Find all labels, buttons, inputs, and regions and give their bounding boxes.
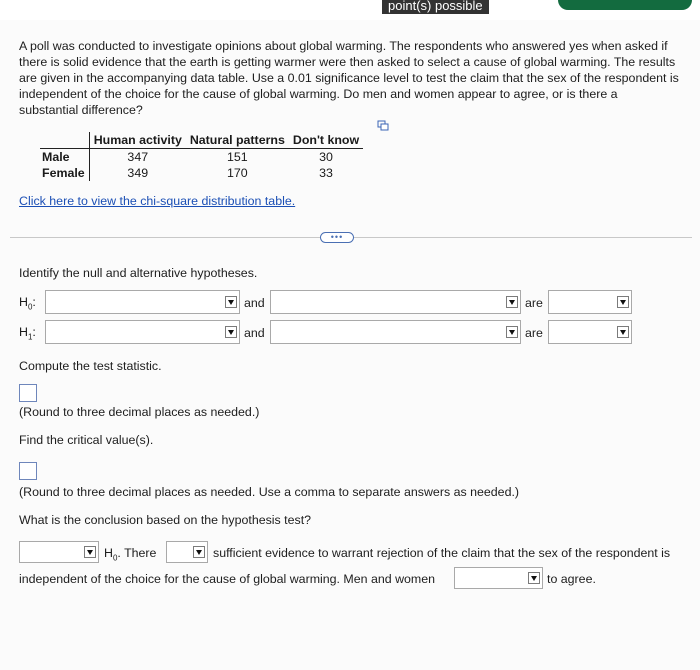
chevron-down-icon xyxy=(506,296,518,308)
critical-value-input[interactable] xyxy=(19,462,37,480)
points-label: point(s) possible xyxy=(382,0,489,14)
col-header-natural-patterns: Natural patterns xyxy=(186,132,289,149)
table-cell: 30 xyxy=(319,150,333,164)
critical-value-prompt: Find the critical value(s). xyxy=(19,433,154,447)
table-cell: 151 xyxy=(227,150,248,164)
problem-statement: A poll was conducted to investigate opinions about global warming. The respondents who answered yes when asked if there is solid evidence that the earth is getting warmer were then asked to select a cause of global warming. The results are given in the accompanying data table. Use a 0.01 significance level to test the claim that the sex of the respondent is independent of the choice for the cause of global warming. Do men and women appear to agree, or is there a substantial difference? xyxy=(19,39,679,117)
conclusion-sentence-part2: independent of the choice for the cause of global warming. Men and women xyxy=(19,572,436,586)
test-statistic-input[interactable] xyxy=(19,384,37,402)
conclusion-agree-select[interactable] xyxy=(454,567,543,589)
h0-select-1[interactable] xyxy=(45,290,240,314)
h1-select-3[interactable] xyxy=(548,320,632,344)
copy-icon[interactable] xyxy=(377,120,389,131)
chevron-down-icon xyxy=(225,326,237,338)
chevron-down-icon xyxy=(193,546,205,558)
h0-label: $H_0$: xyxy=(19,295,36,312)
conclusion-h0-label: $H_0$. There xyxy=(104,546,157,563)
critical-value-hint: (Round to three decimal places as needed. Use a comma to separate answers as needed.) xyxy=(19,485,520,499)
h0-select-2[interactable] xyxy=(270,290,521,314)
table-row xyxy=(40,165,363,181)
h0-select-3[interactable] xyxy=(548,290,632,314)
table-row xyxy=(40,149,363,166)
table-cell: 349 xyxy=(127,166,149,180)
h1-label: $H_1$: xyxy=(19,325,36,342)
conclusion-sentence-part1: sufficient evidence to warrant rejection of the claim that the sex of the respondent is xyxy=(213,546,671,560)
chevron-down-icon xyxy=(617,326,629,338)
table-corner xyxy=(40,132,89,149)
h1-are-label: are xyxy=(525,326,543,340)
chevron-down-icon xyxy=(528,572,540,584)
chevron-down-icon xyxy=(617,296,629,308)
chevron-down-icon xyxy=(84,546,96,558)
table-cell: 347 xyxy=(127,150,149,164)
row-header-male: Male xyxy=(40,149,89,166)
chi-square-table-link[interactable]: Click here to view the chi-square distribution table. xyxy=(19,194,296,208)
chevron-down-icon xyxy=(225,296,237,308)
h0-are-label: are xyxy=(525,296,543,310)
hypotheses-prompt: Identify the null and alternative hypotheses. xyxy=(19,266,258,280)
h1-and-label: and xyxy=(244,326,265,340)
col-header-human-activity: Human activity xyxy=(89,132,186,149)
h1-select-1[interactable] xyxy=(45,320,240,344)
h1-select-2[interactable] xyxy=(270,320,521,344)
conclusion-decision-select[interactable] xyxy=(19,541,99,563)
table-cell: 170 xyxy=(227,166,248,180)
data-table xyxy=(40,132,363,181)
test-statistic-prompt: Compute the test statistic. xyxy=(19,359,162,373)
conclusion-evidence-select[interactable] xyxy=(166,541,208,563)
test-statistic-hint: (Round to three decimal places as needed.) xyxy=(19,405,260,419)
col-header-dont-know: Don't know xyxy=(289,132,363,149)
expand-button[interactable]: ••• xyxy=(320,232,354,243)
row-header-female: Female xyxy=(40,165,89,181)
chevron-down-icon xyxy=(506,326,518,338)
h0-and-label: and xyxy=(244,296,265,310)
submit-pill[interactable] xyxy=(558,0,692,10)
top-bar xyxy=(0,0,700,20)
table-cell: 33 xyxy=(319,166,333,180)
conclusion-sentence-end: to agree. xyxy=(547,572,596,586)
conclusion-prompt: What is the conclusion based on the hypothesis test? xyxy=(19,513,312,527)
